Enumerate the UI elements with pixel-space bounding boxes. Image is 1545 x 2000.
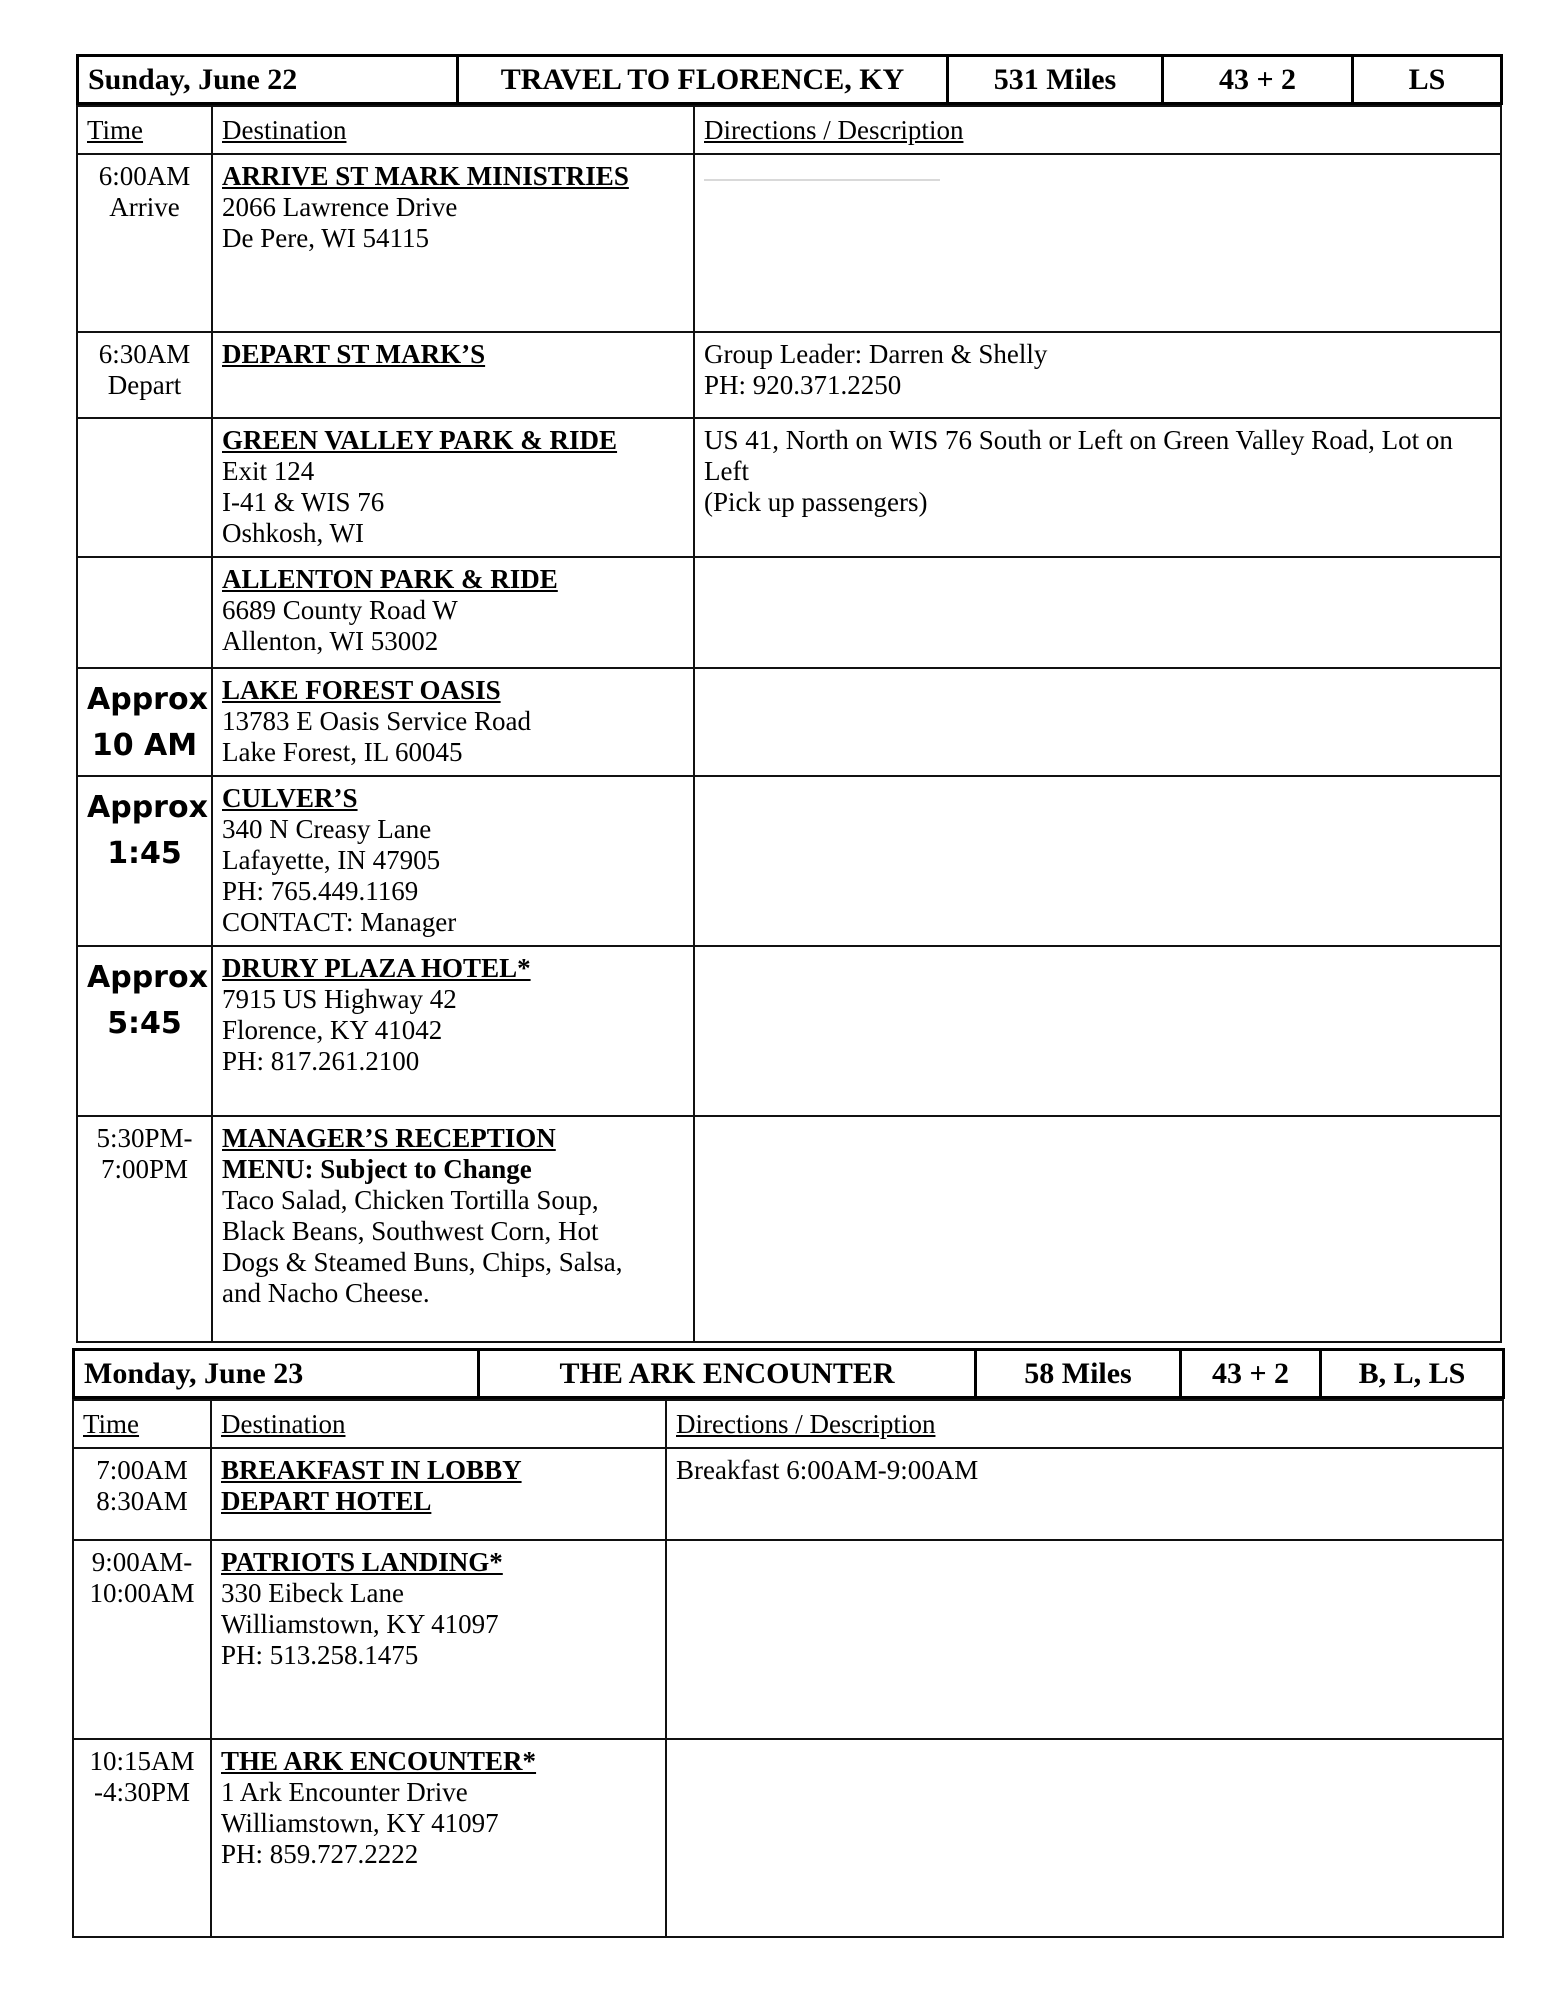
day-2-schedule xyxy=(72,1348,1502,1938)
day-passengers: 43 + 2 xyxy=(1181,1350,1321,1398)
day-date: Monday, June 23 xyxy=(74,1350,479,1398)
itinerary-row xyxy=(77,332,1501,418)
address-line: 13783 E Oasis Service Road xyxy=(222,706,531,736)
day-1-schedule xyxy=(76,54,1500,1343)
time-line: -4:30PM xyxy=(93,1777,191,1807)
description-line: (Pick up passengers) xyxy=(704,487,928,517)
destination-name: GREEN VALLEY PARK & RIDE xyxy=(222,425,618,455)
phone-line: PH: 817.261.2100 xyxy=(222,1046,420,1076)
menu-line: Dogs & Steamed Buns, Chips, Salsa, xyxy=(222,1247,623,1277)
column-headers xyxy=(73,1400,1503,1448)
itinerary-row xyxy=(73,1739,1503,1937)
itinerary-row xyxy=(77,946,1501,1116)
time-line: Arrive xyxy=(109,192,180,222)
col-destination: Destination xyxy=(221,1408,346,1439)
phone-line: PH: 513.258.1475 xyxy=(221,1640,419,1670)
time-line: Approx xyxy=(87,960,208,995)
address-line: Florence, KY 41042 xyxy=(222,1015,443,1045)
time-line: 8:30AM xyxy=(96,1486,188,1516)
destination-name: MANAGER’S RECEPTION xyxy=(222,1123,556,1153)
itinerary-row xyxy=(77,154,1501,332)
time-line: Approx xyxy=(87,790,208,825)
day-miles: 531 Miles xyxy=(948,56,1163,104)
phone-line: PH: 859.727.2222 xyxy=(221,1839,419,1869)
address-line: 340 N Creasy Lane xyxy=(222,814,432,844)
time-line: Approx xyxy=(87,682,208,717)
col-directions: Directions / Description xyxy=(676,1408,936,1439)
address-line: Allenton, WI 53002 xyxy=(222,626,439,656)
destination-name: DEPART ST MARK’S xyxy=(222,339,486,369)
address-line: 330 Eibeck Lane xyxy=(221,1578,404,1608)
destination-name: CULVER’S xyxy=(222,783,358,813)
description-line: US 41, North on WIS 76 South or Left on Green Valley Road, Lot on Left xyxy=(704,425,1453,486)
day-meals: B, L, LS xyxy=(1321,1350,1504,1398)
destination-name: LAKE FOREST OASIS xyxy=(222,675,501,705)
itinerary-row xyxy=(77,776,1501,946)
time-line: 10:00AM xyxy=(89,1578,195,1608)
address-line: 6689 County Road W xyxy=(222,595,458,625)
destination-name: PATRIOTS LANDING* xyxy=(221,1547,503,1577)
address-line: Williamstown, KY 41097 xyxy=(221,1808,499,1838)
address-line: Williamstown, KY 41097 xyxy=(221,1609,499,1639)
itinerary-row xyxy=(73,1448,1503,1540)
redacted-text xyxy=(704,179,940,181)
day-meals: LS xyxy=(1353,56,1502,104)
address-line: Exit 124 xyxy=(222,456,315,486)
day-miles: 58 Miles xyxy=(976,1350,1181,1398)
destination-name: DRURY PLAZA HOTEL* xyxy=(222,953,531,983)
itinerary-row xyxy=(77,557,1501,668)
day-title: TRAVEL TO FLORENCE, KY xyxy=(458,56,948,104)
description-line: Group Leader: Darren & Shelly xyxy=(704,339,1048,369)
time-line: 7:00PM xyxy=(100,1154,189,1184)
time-line: 9:00AM- xyxy=(91,1547,193,1577)
day-title: THE ARK ENCOUNTER xyxy=(479,1350,976,1398)
time-line: 6:00AM xyxy=(98,161,191,191)
col-destination: Destination xyxy=(222,114,347,145)
time-line: 1:45 xyxy=(107,836,182,871)
contact-line: CONTACT: Manager xyxy=(222,907,457,937)
day-header xyxy=(74,1350,1504,1398)
day-date: Sunday, June 22 xyxy=(78,56,458,104)
col-directions: Directions / Description xyxy=(704,114,964,145)
description-line: PH: 920.371.2250 xyxy=(704,370,902,400)
address-line: Oshkosh, WI xyxy=(222,518,365,548)
itinerary-row xyxy=(73,1540,1503,1739)
time-line: 10:15AM xyxy=(89,1746,195,1776)
time-line: 6:30AM xyxy=(98,339,191,369)
time-line: 7:00AM xyxy=(96,1455,188,1485)
day-header xyxy=(78,56,1502,104)
menu-line: and Nacho Cheese. xyxy=(222,1278,430,1308)
address-line: Lafayette, IN 47905 xyxy=(222,845,441,875)
destination-name: THE ARK ENCOUNTER* xyxy=(221,1746,537,1776)
address-line: 7915 US Highway 42 xyxy=(222,984,457,1014)
day-passengers: 43 + 2 xyxy=(1163,56,1353,104)
destination-name: BREAKFAST IN LOBBY xyxy=(221,1455,522,1485)
col-time: Time xyxy=(83,1408,140,1439)
time-line: 10 AM xyxy=(91,728,198,763)
itinerary-row xyxy=(77,1116,1501,1342)
address-line: 2066 Lawrence Drive xyxy=(222,192,458,222)
description-line: Breakfast 6:00AM-9:00AM xyxy=(676,1455,979,1485)
time-line: 5:45 xyxy=(107,1006,182,1041)
destination-name-2: DEPART HOTEL xyxy=(221,1486,432,1516)
destination-name: ALLENTON PARK & RIDE xyxy=(222,564,558,594)
address-line: De Pere, WI 54115 xyxy=(222,223,429,253)
menu-subhead: MENU: Subject to Change xyxy=(222,1154,532,1184)
menu-line: Black Beans, Southwest Corn, Hot xyxy=(222,1216,599,1246)
address-line: 1 Ark Encounter Drive xyxy=(221,1777,468,1807)
address-line: Lake Forest, IL 60045 xyxy=(222,737,463,767)
col-time: Time xyxy=(87,114,144,145)
time-line: 5:30PM- xyxy=(96,1123,193,1153)
destination-name: ARRIVE ST MARK MINISTRIES xyxy=(222,161,629,191)
time-line: Depart xyxy=(107,370,182,400)
address-line: I-41 & WIS 76 xyxy=(222,487,385,517)
itinerary-row xyxy=(77,668,1501,776)
itinerary-row xyxy=(77,418,1501,557)
phone-line: PH: 765.449.1169 xyxy=(222,876,419,906)
column-headers xyxy=(77,106,1501,154)
menu-line: Taco Salad, Chicken Tortilla Soup, xyxy=(222,1185,599,1215)
